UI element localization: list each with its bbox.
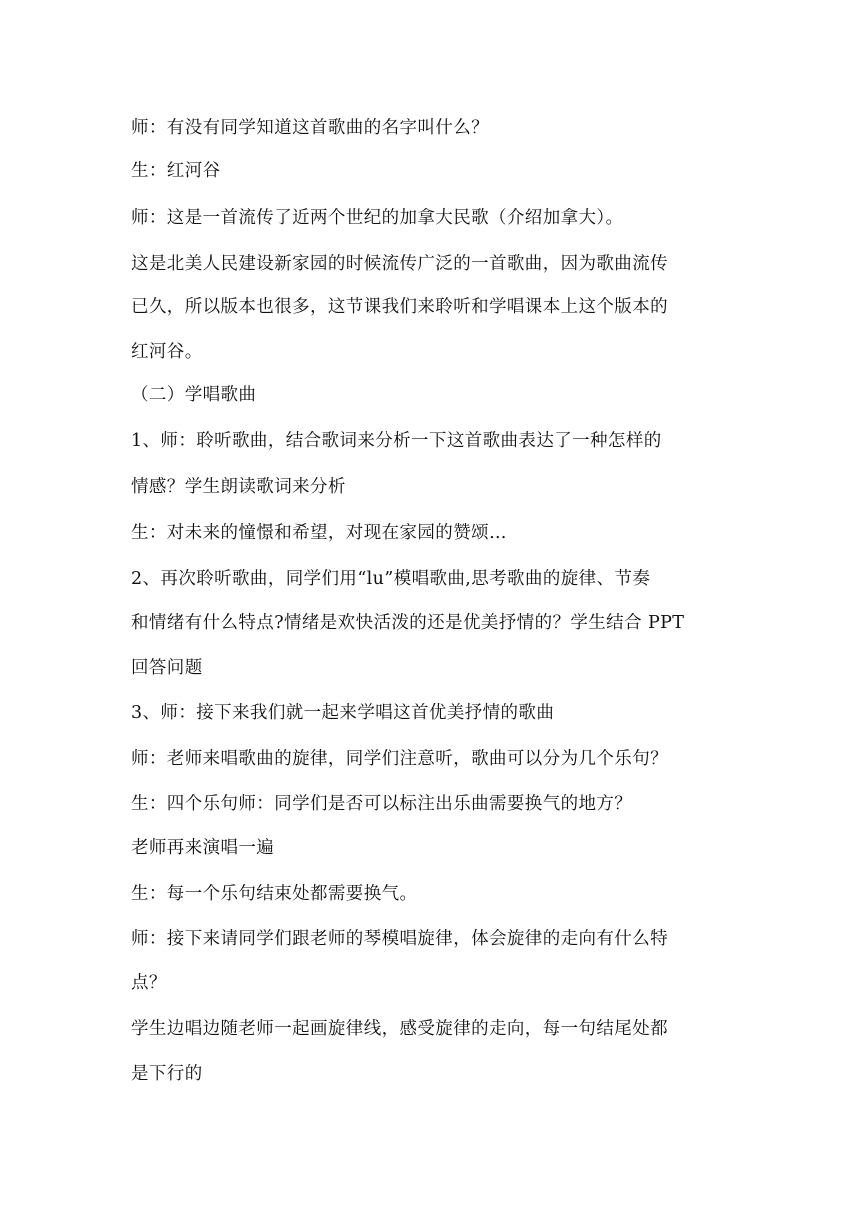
text-line: 2、再次聆听歌曲，同学们用“lu”模唱歌曲,思考歌曲的旋律、节奏	[131, 569, 651, 589]
text-line: 回答问题	[131, 658, 203, 678]
text-line: 师：这是一首流传了近两个世纪的加拿大民歌（介绍加拿大）。	[131, 208, 624, 228]
text-line: 生：四个乐句师：同学们是否可以标注出乐曲需要换气的地方？	[131, 794, 633, 814]
text-line: 生：每一个乐句结束处都需要换气。	[131, 884, 418, 904]
text-line: 师：接下来请同学们跟老师的琴模唱旋律，体会旋律的走向有什么特	[131, 929, 668, 949]
text-line: 3、师：接下来我们就一起来学唱这首优美抒情的歌曲	[131, 703, 555, 723]
text-line: 生：红河谷	[131, 161, 221, 181]
text-line: 老师再来演唱一遍	[131, 838, 275, 858]
text-line: 已久，所以版本也很多，这节课我们来聆听和学唱课本上这个版本的	[131, 297, 668, 317]
text-line: 是下行的	[131, 1064, 203, 1084]
text-line: 师：有没有同学知道这首歌曲的名字叫什么？	[131, 118, 489, 138]
text-line: 生：对未来的憧憬和希望，对现在家园的赞颂…	[131, 523, 507, 543]
text-line: 点？	[131, 973, 167, 993]
text-line: 红河谷。	[131, 342, 203, 362]
text-line: 和情绪有什么特点?情绪是欢快活泼的还是优美抒情的？学生结合 PPT	[131, 613, 685, 633]
text-line: 学生边唱边随老师一起画旋律线，感受旋律的走向，每一句结尾处都	[131, 1019, 668, 1039]
text-line: 1、师：聆听歌曲，结合歌词来分析一下这首歌曲表达了一种怎样的	[131, 431, 662, 451]
text-line: 这是北美人民建设新家园的时候流传广泛的一首歌曲，因为歌曲流传	[131, 254, 668, 274]
text-line: 情感？学生朗读歌词来分析	[131, 477, 346, 497]
text-line: 师：老师来唱歌曲的旋律，同学们注意听，歌曲可以分为几个乐句？	[131, 749, 668, 769]
section-heading: （二）学唱歌曲	[131, 385, 257, 405]
